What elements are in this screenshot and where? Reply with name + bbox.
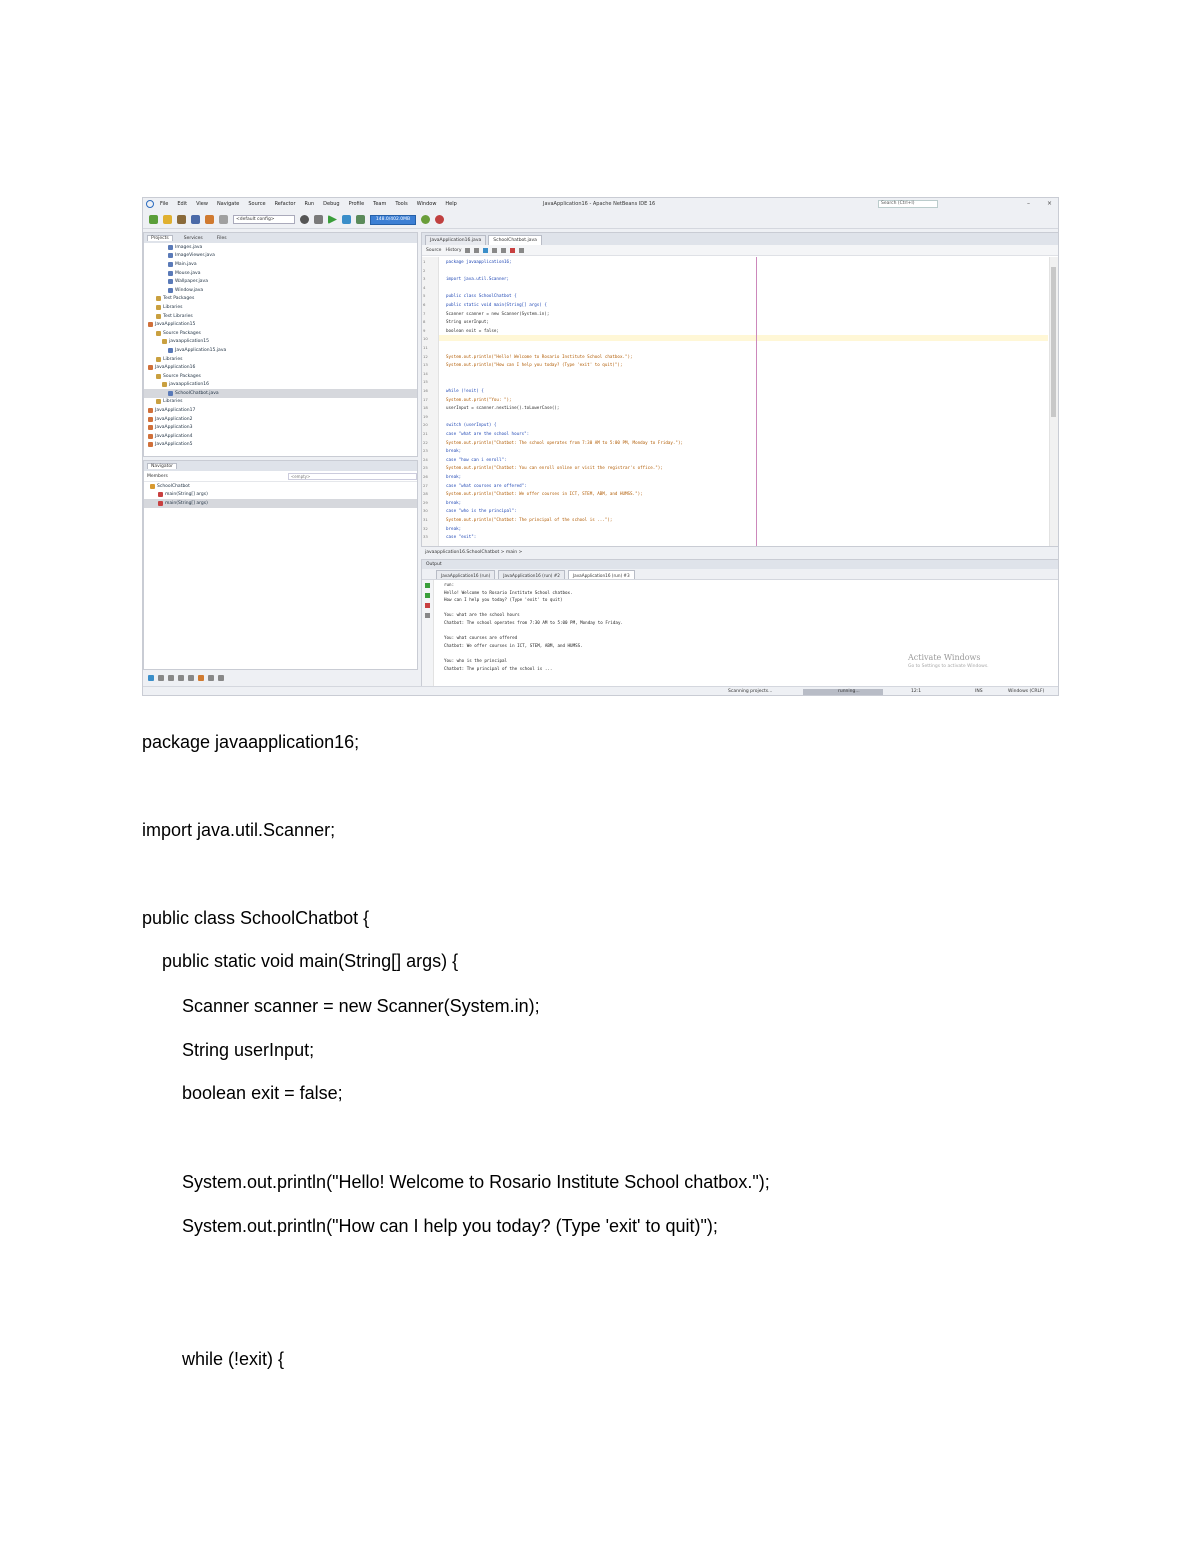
tree-node-icon: [156, 314, 161, 319]
tree-item-label: Images.java: [175, 244, 203, 250]
tree-item-label: Main.java: [175, 261, 197, 267]
editor-code-line: break;: [446, 474, 462, 479]
tree-item-label: JavaApplication5: [155, 442, 193, 448]
line-number: 14: [423, 370, 428, 376]
editor-code-line: System.out.println("Chatbot: The principal of the school is ...");: [446, 517, 613, 522]
undo-icon[interactable]: [205, 215, 214, 224]
projects-panel: [143, 232, 418, 457]
save-all-icon[interactable]: [191, 215, 200, 224]
tree-item-label: Window.java: [175, 287, 204, 293]
line-number: 12: [423, 353, 428, 359]
profile-icon[interactable]: [356, 215, 365, 224]
output-line: Chatbot: We offer courses in ICT, STEM, ABM, and HUMSS.: [444, 642, 583, 648]
doc-code-line: public class SchoolChatbot {: [142, 908, 370, 928]
minimize-icon[interactable]: –: [1027, 200, 1030, 207]
tree-node-icon: [156, 331, 161, 336]
panel-bottom-toolbar: [143, 672, 418, 684]
line-number: 18: [423, 405, 428, 411]
activate-windows-subtitle: Go to Settings to activate Windows.: [908, 664, 989, 669]
menu-view[interactable]: View: [196, 201, 208, 207]
toggle-highlight-icon[interactable]: [492, 248, 497, 253]
editor-code-line: break;: [446, 499, 462, 505]
navigator-panel-tabs: [144, 461, 417, 471]
editor-code-line: case "what courses are offered":: [446, 482, 527, 488]
tree-item[interactable]: [144, 372, 417, 381]
line-number: 17: [423, 396, 428, 402]
tree-node-icon: [168, 348, 173, 353]
editor-scrollbar[interactable]: [1049, 257, 1058, 546]
editor-code-line: userInput = scanner.nextLine().toLowerCase();: [446, 405, 560, 411]
editor-code-line: break;: [446, 525, 462, 531]
output-line: Chatbot: The school operates from 7:30 AM to 5:00 PM, Monday to Friday.: [444, 620, 623, 625]
tree-item[interactable]: [144, 338, 417, 347]
line-number: 2: [423, 267, 426, 273]
tree-node-icon: [168, 271, 173, 276]
line-number: 7: [423, 310, 426, 316]
tree-item-label: JavaApplication16: [155, 365, 196, 371]
output-console[interactable]: [444, 582, 1048, 686]
menu-refactor[interactable]: Refactor: [274, 201, 296, 207]
line-number: 15: [423, 379, 428, 385]
tree-node-icon: [156, 399, 161, 404]
tree-item[interactable]: [144, 389, 417, 398]
menu-profile[interactable]: Profile: [348, 201, 365, 207]
tree-item[interactable]: [144, 346, 417, 355]
line-number: 23: [423, 448, 428, 454]
tab-files[interactable]: Files: [216, 235, 227, 241]
tree-item[interactable]: [144, 269, 417, 278]
tree-item[interactable]: [144, 441, 417, 450]
navigator-item[interactable]: [144, 499, 417, 508]
tree-node-icon: [148, 425, 153, 430]
ide-toolbar: [143, 211, 1058, 229]
editor-code-line: case "who is the principal":: [446, 508, 517, 514]
line-number: 4: [423, 284, 426, 290]
ide-search-input[interactable]: Search (Ctrl+I): [878, 200, 938, 208]
new-file-icon[interactable]: [163, 215, 172, 224]
tree-item[interactable]: [144, 423, 417, 432]
tree-node-icon: [148, 408, 153, 413]
menu-file[interactable]: File: [160, 201, 169, 207]
line-number: 33: [423, 534, 428, 540]
history-button[interactable]: History: [445, 247, 462, 253]
status-caret-position: 12:1: [911, 689, 922, 694]
tree-node-icon: [168, 253, 173, 258]
doc-code-line: System.out.println("How can I help you today? (Type 'exit' to quit)");: [142, 1216, 718, 1236]
tree-item[interactable]: [144, 295, 417, 304]
navigator-item-label: main(String[] args): [165, 500, 208, 506]
editor-code-line: public class SchoolChatbot {: [446, 293, 517, 299]
doc-code-line: import java.util.Scanner;: [142, 820, 336, 840]
editor-code-line: while (!exit) {: [446, 388, 484, 393]
editor-tabs: [422, 233, 1058, 245]
status-insert-mode: INS: [975, 689, 983, 694]
output-panel: [421, 559, 1059, 687]
tab-services[interactable]: Services: [183, 235, 203, 241]
line-number: 1: [423, 259, 426, 264]
tree-node-icon: [148, 442, 153, 447]
activate-windows-title: Activate Windows: [908, 653, 981, 662]
status-scanning: Scanning projects...: [728, 689, 773, 694]
tree-item[interactable]: [144, 432, 417, 441]
config-combo[interactable]: <default config>: [233, 215, 295, 224]
line-number: 21: [423, 431, 428, 436]
doc-code-line: boolean exit = false;: [142, 1083, 343, 1103]
menu-navigate[interactable]: Navigate: [216, 201, 240, 207]
editor-code-line: public static void main(String[] args) {: [446, 302, 547, 307]
tree-node-icon: [156, 296, 161, 301]
tree-node-icon: [156, 357, 161, 362]
bookmark-icon[interactable]: [501, 248, 506, 253]
tree-node-icon: [162, 339, 167, 344]
line-number: 13: [423, 362, 428, 368]
tree-item-label: SchoolChatbot.java: [175, 390, 219, 396]
back-icon[interactable]: [465, 248, 470, 253]
tree-node-icon: [168, 262, 173, 267]
tree-item-label: Test Libraries: [163, 313, 193, 319]
navigator-item-label: main(String[] args): [165, 492, 208, 498]
expand-icon[interactable]: [218, 675, 224, 681]
tree-item[interactable]: [144, 329, 417, 338]
editor-toolbar: [422, 245, 1058, 256]
tree-item[interactable]: [144, 260, 417, 269]
tab-projects[interactable]: Projects: [147, 235, 173, 241]
output-line: You: what courses are offered: [444, 635, 518, 641]
output-line: How can I help you today? (Type 'exit' to quit): [444, 597, 563, 603]
line-number: 22: [423, 439, 428, 445]
line-number: 32: [423, 525, 428, 531]
menu-source[interactable]: Source: [248, 201, 266, 207]
editor-code-line: switch (userInput) {: [446, 422, 497, 428]
line-number: 29: [423, 499, 428, 505]
editor-code-area[interactable]: [446, 257, 1048, 546]
navigator-panel: [143, 460, 418, 670]
line-number: 30: [423, 508, 428, 514]
tree-node-icon: [168, 288, 173, 293]
run-icon[interactable]: [328, 215, 337, 224]
editor-code-line: case "what are the school hours":: [446, 431, 530, 436]
tree-item[interactable]: [144, 381, 417, 390]
tree-node-icon: [148, 434, 153, 439]
editor-code-line: case "exit":: [446, 534, 477, 540]
menu-run[interactable]: Run: [304, 201, 315, 207]
sort-icon[interactable]: [148, 675, 154, 681]
tree-item[interactable]: [144, 277, 417, 286]
doc-code-line: Scanner scanner = new Scanner(System.in);: [142, 996, 540, 1016]
breadcrumb[interactable]: javaapplication16.SchoolChatbot > main >: [421, 548, 1059, 558]
editor-code-line: System.out.print("You: ");: [446, 396, 512, 402]
line-number: 5: [423, 293, 426, 299]
method-icon: [158, 492, 163, 497]
tree-item-label: javaapplication16: [169, 382, 209, 388]
menu-tools[interactable]: Tools: [395, 201, 408, 207]
close-icon[interactable]: ×: [1047, 200, 1053, 207]
line-number: 20: [423, 422, 428, 428]
class-icon: [150, 484, 155, 489]
new-project-icon[interactable]: [149, 215, 158, 224]
line-number: 19: [423, 413, 428, 419]
editor-code-line: String userInput;: [446, 319, 489, 325]
right-margin-line: [756, 257, 757, 546]
line-number-gutter: [422, 257, 439, 546]
tree-item-label: JavaApplication15: [155, 322, 196, 328]
menu-window[interactable]: Window: [416, 201, 437, 207]
editor-code-line: System.out.println("Chatbot: The school operates from 7:30 AM to 5:00 PM, Monday to Friday.");: [446, 439, 683, 445]
netbeans-logo-icon: [146, 200, 154, 208]
navigator-item[interactable]: [144, 491, 417, 500]
tree-item[interactable]: [144, 252, 417, 261]
tab-schoolchatbot-java[interactable]: SchoolChatbot.java: [488, 235, 542, 245]
inherited-icon[interactable]: [188, 675, 194, 681]
method-icon: [158, 501, 163, 506]
output-tabs: [422, 569, 1058, 580]
filter-icon[interactable]: [158, 675, 164, 681]
forward-icon[interactable]: [474, 248, 479, 253]
line-number: 6: [423, 302, 426, 307]
fqn-icon[interactable]: [198, 675, 204, 681]
rerun-different-icon[interactable]: [425, 593, 430, 598]
stop-run-icon[interactable]: [425, 603, 430, 608]
settings-icon[interactable]: [425, 613, 430, 618]
code-editor: [421, 232, 1059, 547]
static-icon[interactable]: [178, 675, 184, 681]
find-icon[interactable]: [483, 248, 488, 253]
editor-code-line: System.out.println("How can I help you today? (Type 'exit' to quit)");: [446, 362, 623, 368]
line-number: 26: [423, 474, 428, 479]
tree-item[interactable]: [144, 355, 417, 364]
doc-code-line: while (!exit) {: [142, 1349, 285, 1369]
fields-icon[interactable]: [168, 675, 174, 681]
tree-item[interactable]: [144, 415, 417, 424]
build-icon[interactable]: [300, 215, 309, 224]
editor-code-line: case "how can i enroll":: [446, 456, 507, 462]
output-line: Chatbot: The principal of the school is ...: [444, 665, 553, 671]
navigator-filter-row: [144, 471, 417, 482]
line-number: 24: [423, 456, 428, 462]
output-side-toolbar: [422, 580, 434, 686]
tree-item-label: ImageViewer.java: [175, 253, 215, 259]
line-number: 8: [423, 319, 426, 325]
menu-help[interactable]: Help: [445, 201, 457, 207]
tree-node-icon: [168, 391, 173, 396]
output-line: You: who is the principal: [444, 658, 508, 663]
status-bar: [143, 686, 1058, 696]
rerun-icon[interactable]: [425, 583, 430, 588]
doc-code-line: String userInput;: [142, 1040, 315, 1060]
editor-code-line: System.out.println("Hello! Welcome to Rosario Institute School chatbox.");: [446, 353, 633, 359]
line-number: 11: [423, 345, 428, 350]
comment-icon[interactable]: [519, 248, 524, 253]
tree-item-label: Mouse.java: [175, 270, 201, 276]
status-line-endings: Windows (CRLF): [1008, 689, 1045, 694]
window-title: JavaApplication16 - Apache NetBeans IDE 16: [543, 201, 656, 207]
output-title: Output: [422, 560, 1058, 569]
output-line: You: what are the school hours: [444, 612, 520, 618]
tree-item[interactable]: [144, 363, 417, 372]
tree-item-label: Libraries: [163, 356, 183, 362]
tree-node-icon: [162, 382, 167, 387]
output-line: Hello! Welcome to Rosario Institute School chatbox.: [444, 589, 573, 595]
output-tab-run-2[interactable]: JavaApplication16 (run) #2: [498, 570, 565, 579]
tab-navigator[interactable]: Navigator: [147, 463, 177, 469]
doc-code-line: package javaapplication16;: [142, 732, 360, 752]
line-number: 3: [423, 276, 426, 282]
gc-icon[interactable]: [421, 215, 430, 224]
clean-build-icon[interactable]: [314, 215, 323, 224]
tree-item[interactable]: [144, 398, 417, 407]
line-number: 25: [423, 465, 428, 471]
navigator-filter-combo[interactable]: <empty>: [288, 473, 417, 480]
tree-item[interactable]: [144, 406, 417, 415]
tree-item-label: Libraries: [163, 304, 183, 310]
line-number: 27: [423, 482, 428, 488]
tree-node-icon: [156, 305, 161, 310]
tree-node-icon: [168, 279, 173, 284]
editor-code-line: Scanner scanner = new Scanner(System.in);: [446, 310, 550, 316]
tree-item-label: JavaApplication15.java: [175, 347, 227, 353]
tree-item[interactable]: [144, 243, 417, 252]
editor-code-line: boolean exit = false;: [446, 327, 499, 333]
project-tree: [144, 243, 417, 449]
redo-icon[interactable]: [219, 215, 228, 224]
editor-code-line: System.out.println("Chatbot: We offer courses in ICT, STEM, ABM, and HUMSS.");: [446, 491, 643, 497]
doc-code-line: public static void main(String[] args) {: [142, 951, 459, 971]
line-number: 16: [423, 388, 428, 393]
tree-item-label: JavaApplication2: [155, 416, 193, 422]
tree-node-icon: [148, 365, 153, 370]
output-line: run:: [444, 582, 455, 587]
doc-code-line: System.out.println("Hello! Welcome to Rosario Institute School chatbox.");: [142, 1172, 770, 1192]
tree-item[interactable]: [144, 320, 417, 329]
menu-team[interactable]: Team: [373, 201, 387, 207]
open-project-icon[interactable]: [177, 215, 186, 224]
output-tab-run-3[interactable]: JavaApplication16 (run) #3: [568, 570, 635, 579]
line-number: 9: [423, 327, 426, 333]
stop-macro-icon[interactable]: [510, 248, 515, 253]
editor-scroll-thumb[interactable]: [1051, 267, 1056, 417]
tree-node-icon: [148, 417, 153, 422]
tree-item-label: Libraries: [163, 399, 183, 405]
projects-panel-tabs: [144, 233, 417, 243]
debug-icon[interactable]: [342, 215, 351, 224]
line-number: 28: [423, 491, 428, 497]
editor-code-line: System.out.println("Chatbot: You can enroll online or visit the registrar's office.");: [446, 465, 663, 471]
javadoc-icon[interactable]: [208, 675, 214, 681]
tree-item-label: JavaApplication4: [155, 433, 193, 439]
editor-code-line: import java.util.Scanner;: [446, 276, 510, 282]
tree-node-icon: [156, 374, 161, 379]
memory-indicator[interactable]: 148.0/402.0MB: [370, 215, 416, 225]
stop-icon[interactable]: [435, 215, 444, 224]
tree-item-label: Wallpaper.java: [175, 279, 208, 285]
source-button[interactable]: Source: [426, 247, 442, 253]
navigator-members-label: Members: [147, 473, 168, 479]
editor-code-line: package javaapplication16;: [446, 259, 512, 264]
menu-edit[interactable]: Edit: [177, 201, 188, 207]
tree-item-label: JavaApplication3: [155, 425, 193, 431]
editor-code-line: break;: [446, 448, 462, 454]
menu-debug[interactable]: Debug: [323, 201, 340, 207]
line-number: 31: [423, 517, 428, 522]
tree-node-icon: [168, 245, 173, 250]
output-tab-run[interactable]: JavaApplication16 (run): [436, 570, 495, 579]
tree-item-label: Source Packages: [163, 330, 201, 336]
navigator-item-label: SchoolChatbot: [157, 483, 190, 489]
tree-node-icon: [148, 322, 153, 327]
navigator-item[interactable]: [144, 482, 417, 491]
tab-javaapplication16-java[interactable]: JavaApplication16.java: [425, 235, 486, 245]
tree-item-label: Test Packages: [163, 296, 195, 302]
tree-item-label: JavaApplication17: [155, 408, 196, 414]
line-number: 10: [423, 336, 428, 342]
tree-item[interactable]: [144, 312, 417, 321]
tree-item-label: javaapplication15: [169, 339, 209, 345]
ide-screenshot: [142, 197, 1059, 696]
tree-item[interactable]: [144, 303, 417, 312]
status-running: running...: [838, 689, 860, 694]
tree-item-label: Source Packages: [163, 373, 201, 379]
tree-item[interactable]: [144, 286, 417, 295]
